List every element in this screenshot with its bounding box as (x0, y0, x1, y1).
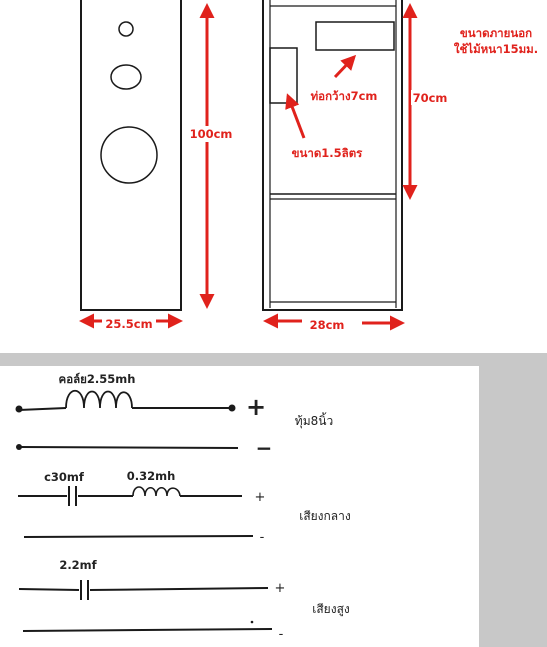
wood-thickness-label: ใช้ไม้หนา15มม. (453, 42, 539, 56)
tweeter-hole (119, 22, 133, 36)
port-width-label: ท่อกว้าง7cm (310, 89, 378, 103)
mid-circuit (18, 469, 351, 545)
mid-capacitor-label: c30mf (44, 470, 84, 484)
woofer-circuit (16, 372, 334, 460)
tweeter-label: เสียงสูง (312, 602, 350, 616)
mid-plus: + (254, 490, 266, 505)
tweeter-plus: + (274, 581, 286, 596)
side-width-label: 28cm (309, 318, 345, 332)
front-width-label: 25.5cm (105, 317, 153, 331)
tweeter-minus: - (278, 627, 284, 642)
mid-inductor (133, 487, 180, 496)
volume-label: ขนาด1.5ลิตร (291, 146, 363, 160)
right-gray-panel (479, 366, 547, 647)
mid-label: เสียงกลาง (299, 509, 351, 523)
front-view (81, 0, 181, 310)
front-height-label: 100cm (189, 127, 233, 141)
midrange-hole (111, 65, 141, 89)
woofer-minus: − (255, 436, 273, 460)
port-pointer-arrow (335, 57, 354, 77)
mid-minus: - (259, 530, 265, 545)
section-divider (0, 353, 547, 366)
front-panel (81, 0, 181, 310)
chamber-height-label: 70cm (412, 91, 448, 105)
woofer-label: ทุ้ม8นิ้ว (294, 414, 334, 428)
mid-enclosure (270, 48, 297, 103)
woofer-plus: + (245, 393, 267, 421)
woofer-inductor (66, 391, 132, 408)
tweeter-capacitor-label: 2.2mf (59, 558, 97, 572)
outer-size-label: ขนาดภายนอก (459, 26, 533, 40)
tweeter-circuit (19, 558, 350, 642)
woofer-hole (101, 127, 157, 183)
port-tube (316, 22, 394, 50)
woofer-coil-label: คอล์ย2.55mh (58, 372, 136, 386)
mid-coil-label: 0.32mh (126, 469, 176, 483)
